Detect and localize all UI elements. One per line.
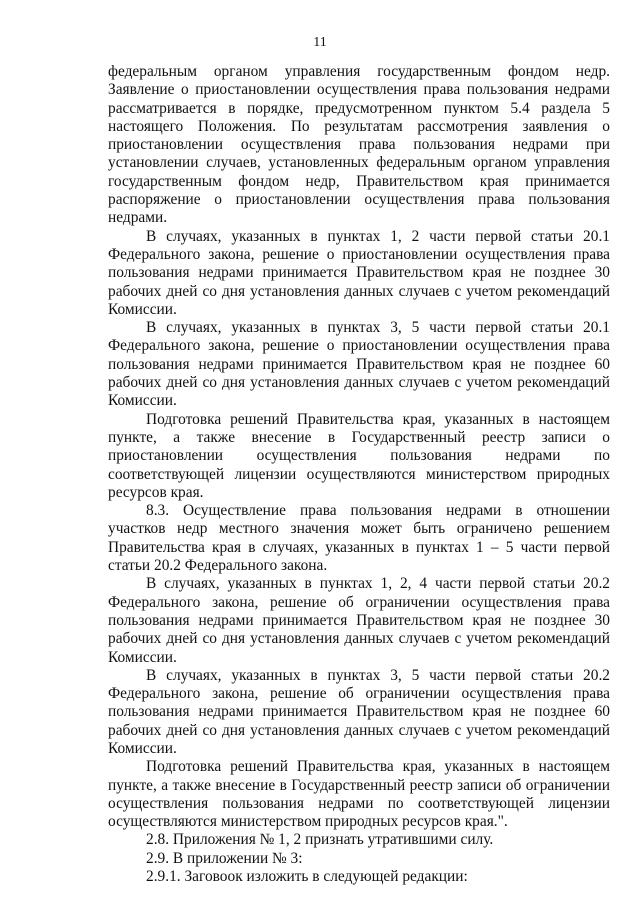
paragraph-4: Подготовка решений Правительства края, указанных в настоящем пункте, а также внесение в Государственный реестр записи о приостановлении осуществления пользования недрами по соответствующей лицензии осуществляются министерством природных ресурсов края.	[108, 410, 610, 501]
paragraph-2: В случаях, указанных в пунктах 1, 2 части первой статьи 20.1 Федерального закона, решение о приостановлении осуществления права пользования недрами принимается Правительством края не позднее 30 рабочих дней со дня установления данных случаев с учетом рекомендаций Комиссии.	[108, 227, 610, 318]
paragraph-1: федеральным органом управления государственным фондом недр. Заявление о приостановлении осуществления права пользования недрами рассматривается в порядке, предусмотренном пунктом 5.4 раздела 5 настоящего Положения. По результатам рассмотрения заявления о приостановлении осуществления права пользования недрами при установлении случаев, установленных федеральным органом управления государственным фондом недр, Правительством края принимается распоряжение о приостановлении осуществления права пользования недрами.	[108, 63, 610, 227]
paragraph-8: Подготовка решений Правительства края, указанных в настоящем пункте, а также внесение в Государственный реестр записи об ограничении осуществления пользования недрами по соответствующей лицензии осуществляются министерством природных ресурсов края.".	[108, 758, 610, 831]
page-number: 11	[313, 35, 327, 50]
paragraph-7: В случаях, указанных в пунктах 3, 5 части первой статьи 20.2 Федерального закона, решение об ограничении осуществления права пользования недрами принимается Правительством края не позднее 60 рабочих дней со дня установления данных случаев с учетом рекомендаций Комиссии.	[108, 666, 610, 757]
document-body	[108, 63, 610, 886]
paragraph-5: 8.3. Осуществление права пользования недрами в отношении участков недр местного значения может быть ограничено решением Правительства края в случаях, указанных в пунктах 1 – 5 части первой статьи 20.2 Федерального закона.	[108, 502, 610, 575]
paragraph-11: 2.9.1. Заговоок изложить в следующей редакции:	[146, 868, 468, 886]
paragraph-10: 2.9. В приложении № 3:	[146, 849, 303, 867]
paragraph-6: В случаях, указанных в пунктах 1, 2, 4 части первой статьи 20.2 Федерального закона, решение об ограничении осуществления права пользования недрами принимается Правительством края не позднее 30 рабочих дней со дня установления данных случаев с учетом рекомендаций Комиссии.	[108, 575, 610, 666]
paragraph-9: 2.8. Приложения № 1, 2 признать утратившими силу.	[146, 831, 494, 849]
paragraph-3: В случаях, указанных в пунктах 3, 5 части первой статьи 20.1 Федерального закона, решение о приостановлении осуществления права пользования недрами принимается Правительством края не позднее 60 рабочих дней со дня установления данных случаев с учетом рекомендаций Комиссии.	[108, 319, 610, 410]
